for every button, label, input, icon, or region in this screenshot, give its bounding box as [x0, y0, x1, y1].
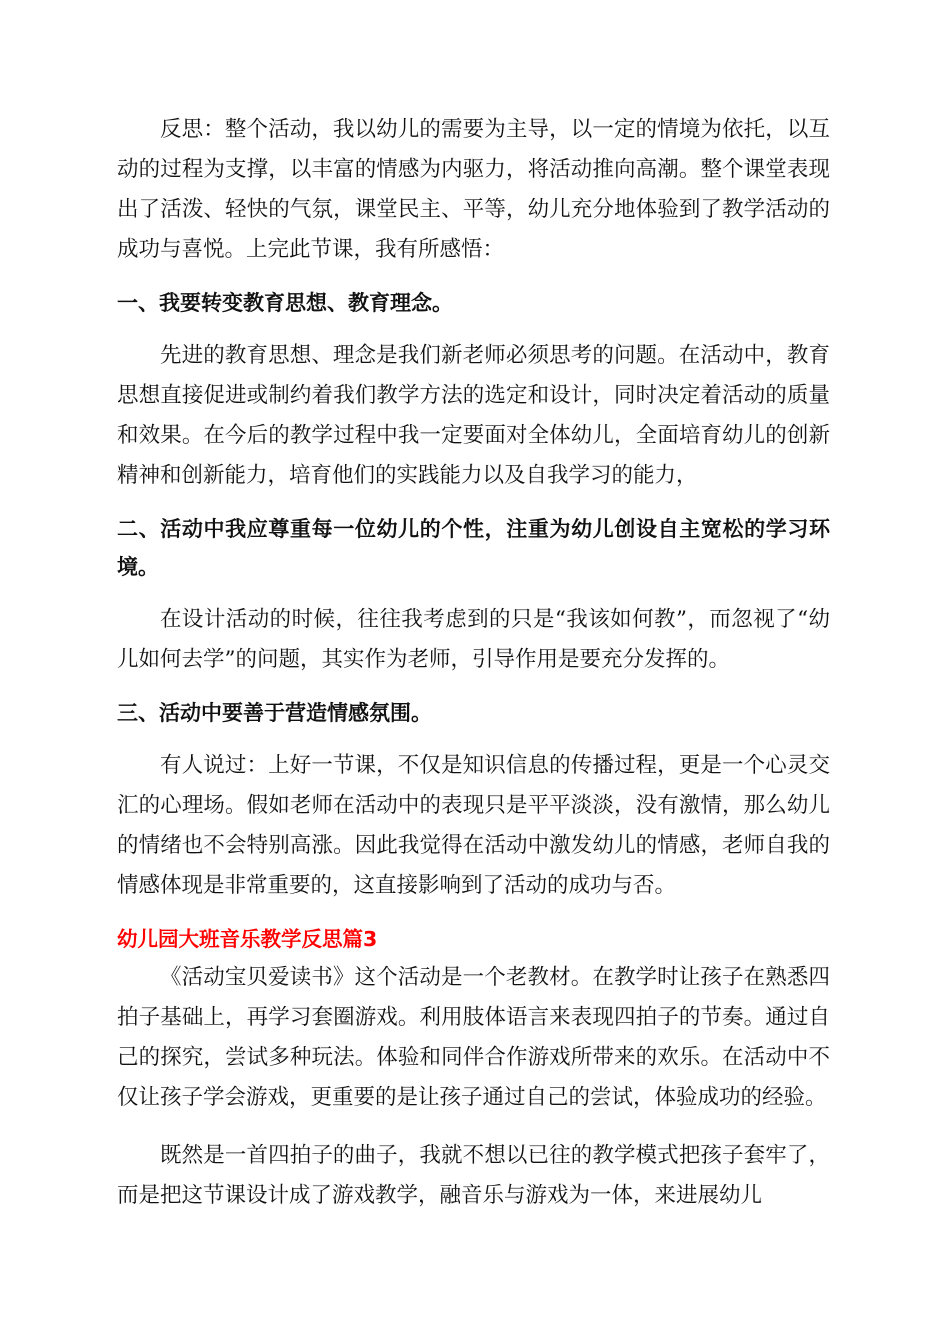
paragraph-point-three: 有人说过：上好一节课，不仅是知识信息的传播过程，更是一个心灵交汇的心理场。假如老师在活动中的表现只是平平淡淡，没有激情，那么幼儿的情绪也不会特别高涨。因此我觉得在活动中激发幼儿的情感，老师自我的情感体现是非常重要的，这直接影响到了活动的成功与否。 — [117, 753, 830, 898]
heading-point-one: 一、我要转变教育思想、教育理念。 — [117, 291, 453, 315]
paragraph-activity-description: 《活动宝贝爱读书》这个活动是一个老教材。在教学时让孩子在熟悉四拍子基础上，再学习套圈游戏。利用肢体语言来表现四拍子的节奏。通过自己的探究，尝试多种玩法。体验和同伴合作游戏所带来的欢乐。在活动中不仅让孩子学会游戏，更重要的是让孩子通过自己的尝试，体验成功的经验。 — [117, 965, 830, 1110]
paragraph-reflection-intro: 反思：整个活动，我以幼儿的需要为主导，以一定的情境为依托，以互动的过程为支撑，以丰富的情感为内驱力，将活动推向高潮。整个课堂表现出了活泼、轻快的气氛，课堂民主、平等，幼儿充分地体验到了教学活动的成功与喜悦。上完此节课，我有所感悟： — [117, 117, 830, 262]
paragraph-point-one: 先进的教育思想、理念是我们新老师必须思考的问题。在活动中，教育思想直接促进或制约着我们教学方法的选定和设计，同时决定着活动的质量和效果。在今后的教学过程中我一定要面对全体幼儿，全面培育幼儿的创新精神和创新能力，培育他们的实践能力以及自我学习的能力， — [117, 343, 830, 488]
heading-point-two: 二、活动中我应尊重每一位幼儿的个性，注重为幼儿创设自主宽松的学习环境。 — [117, 517, 830, 579]
heading-point-three: 三、活动中要善于营造情感氛围。 — [117, 701, 432, 725]
paragraph-point-two: 在设计活动的时候，往往我考虑到的只是“我该如何教”，而忽视了“幼儿如何去学”的问题，其实作为老师，引导作用是要充分发挥的。 — [117, 607, 830, 672]
section-title: 幼儿园大班音乐教学反思篇3 — [117, 927, 378, 951]
document-page — [117, 110, 830, 1216]
paragraph-design-approach: 既然是一首四拍子的曲子，我就不想以已往的教学模式把孩子套牢了，而是把这节课设计成了游戏教学，融音乐与游戏为一体，来进展幼儿 — [117, 1143, 830, 1208]
